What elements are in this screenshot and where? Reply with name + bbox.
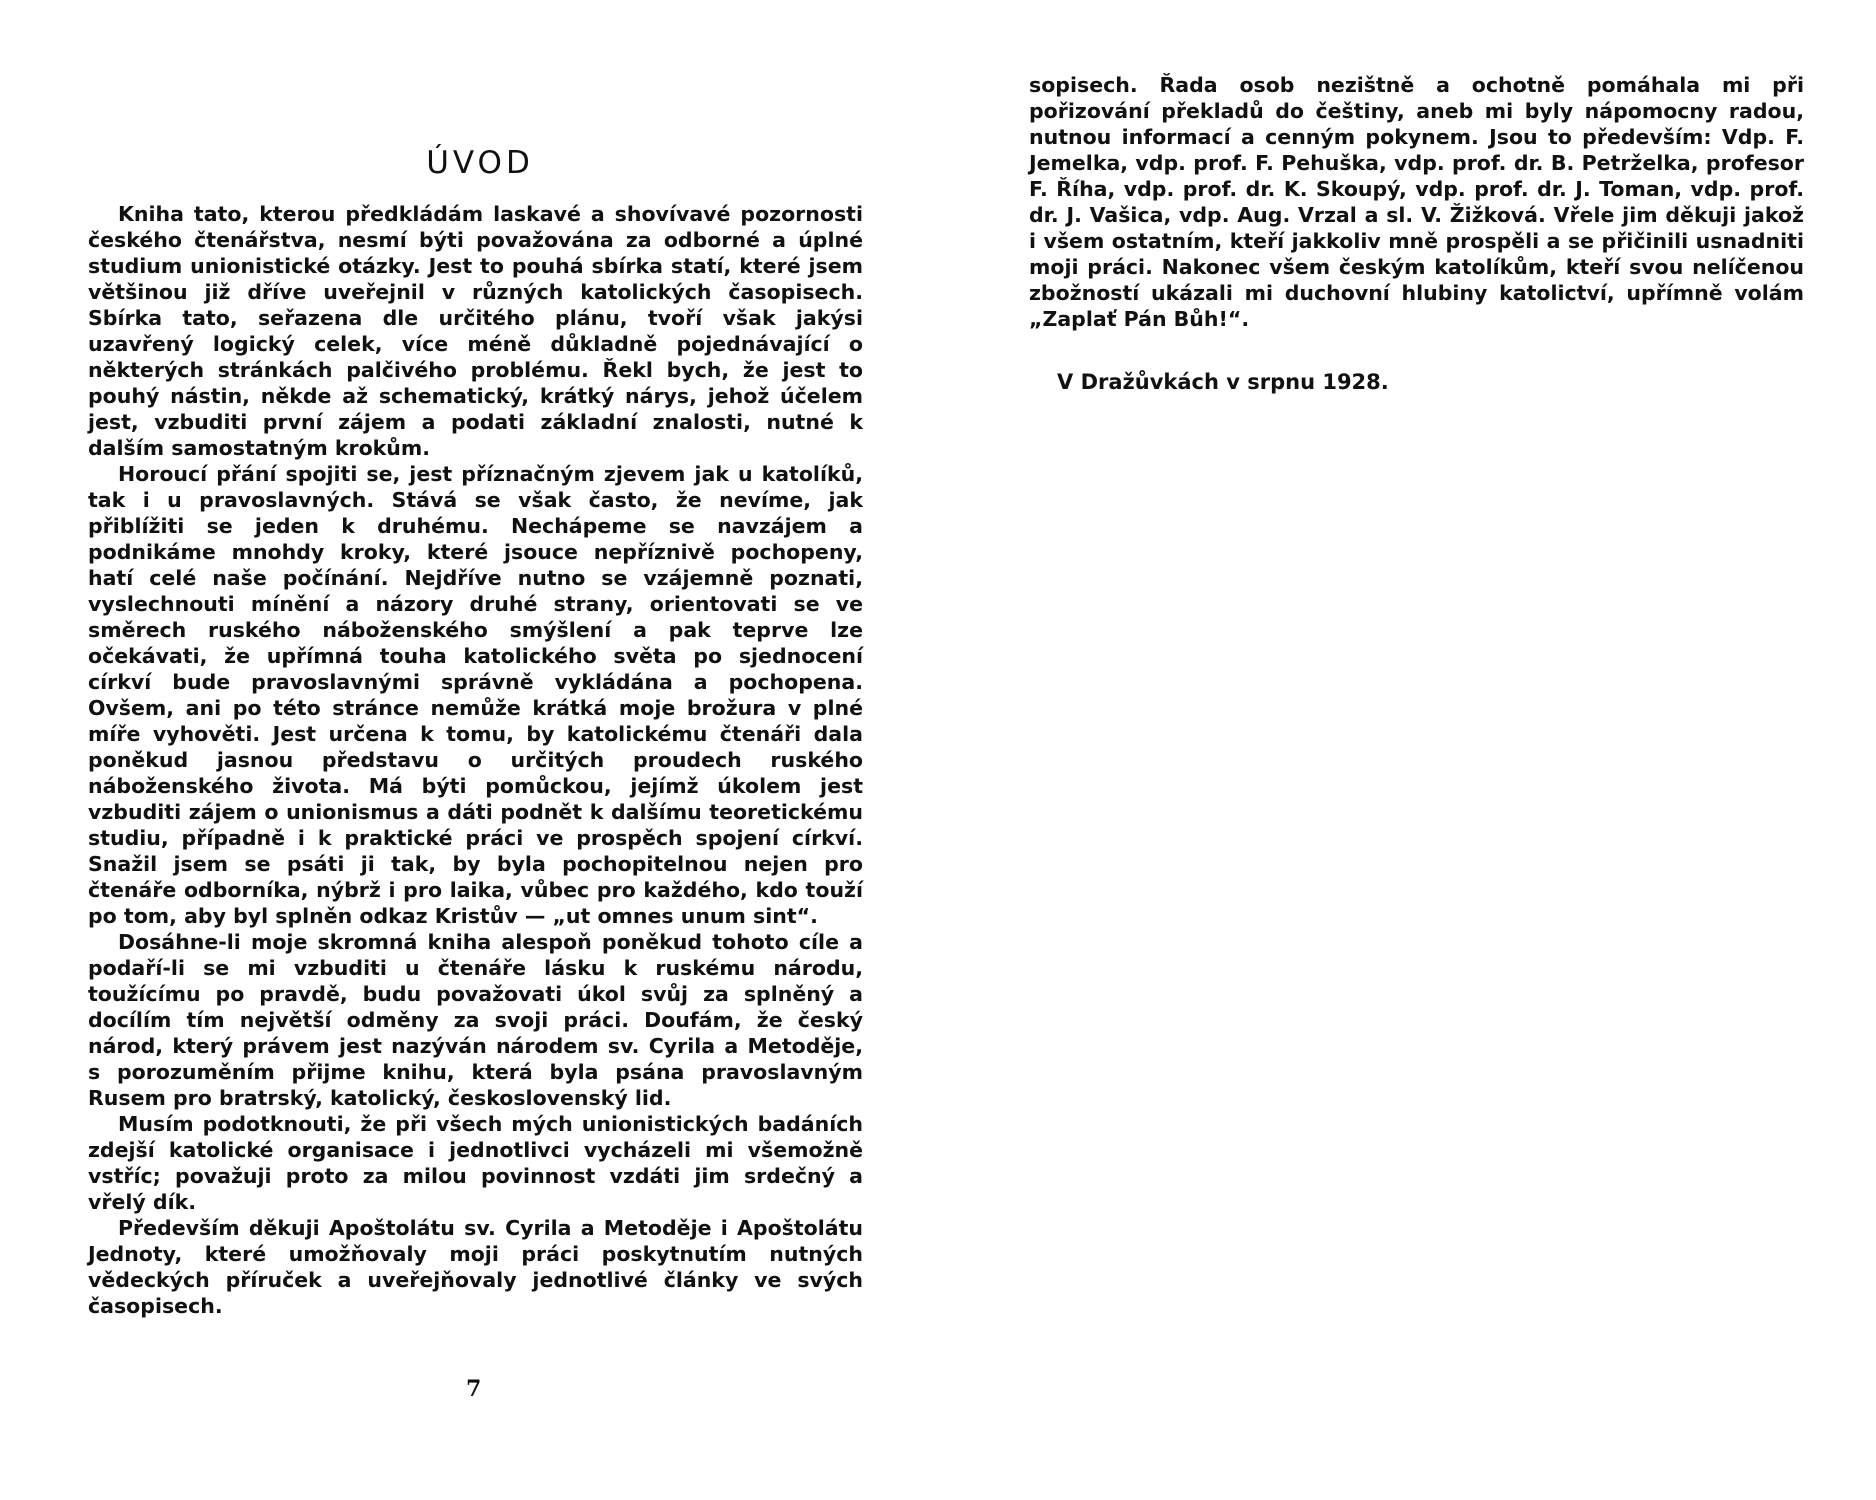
right-page [938,0,1876,1500]
continued-paragraph: sopisech. Řada osob nezištně a ochotně pomáhala mi při pořizování překladů do češtiny, aneb mi byly nápomocny radou, nutnou informací a cenným pokynem. Jsou to především: Vdp. F. Jemelka, vdp. prof. F. Pehuška, vdp. prof. dr. B. Petrželka, profesor F. Říha, vdp. prof. dr. K. Skoupý, vdp. prof. dr. J. Toman, vdp. prof. dr. J. Vašica, vdp. Aug. Vrzal a sl. V. Žižková. Vřele jim děkuji jakož i všem ostatním, kteří jakkoliv mně prospěli a se přičinili usnadniti moji práci. Nakonec všem českým katolíkům, kteří svou nelíčenou zbožností ukázali mi duchovní hlubiny katolictví, upřímně volám „Zaplať Pán Bůh!“. [1029,73,1804,331]
left-page-text [88,201,863,1319]
paragraph-4: Musím podotknouti, že při všech mých unionistických badáních zdejší katolické organisace i jednotlivci vycházeli mi všemožně vstříc; považuji proto za milou povinnost vzdáti jim srdečný a vřelý dík. [88,1112,863,1214]
paragraph-2: Horoucí přání spojiti se, jest příznačným zjevem jak u katolíků, tak i u pravoslavných. Stává se však často, že nevíme, jak přiblížiti se jeden k druhému. Nechápeme se navzájem a podnikáme mnohdy kroky, které jsouce nepříznivě pochopeny, hatí celé naše počínání. Nejdříve nutno se vzájemně poznati, vyslechnouti mínění a názory druhé strany, orientovati se ve směrech ruského náboženského smýšlení a pak teprve lze očekávati, že upřímná touha katolického světa po sjednocení církví bude pravoslavnými správně vykládána a pochopena. Ovšem, ani po této stránce nemůže krátká moje brožura v plné míře vyhověti. Jest určena k tomu, by katolickému čtenáři dala poněkud jasnou představu o určitých proudech ruského náboženského života. Má býti pomůckou, jejímž úkolem jest vzbuditi zájem o unionismus a dáti podnět k dalšímu teoretickému studiu, případně i k praktické práci ve prospěch spojení církví. Snažil jsem se psáti ji tak, by byla pochopitelnou nejen pro čtenáře odborníka, nýbrž i pro laika, vůbec pro každého, kdo touží po tom, aby byl splněn odkaz Kristův — „ut omnes unum sint“. [88,462,863,928]
paragraph-5: Především děkuji Apoštolátu sv. Cyrila a Metoděje i Apoštolátu Jednoty, které umožňovaly moji práci poskytnutím nutných vědeckých příruček a uveřejňovaly jednotlivé články ve svých časopisech. [88,1216,863,1318]
chapter-heading: ÚVOD [426,145,534,181]
place-date-signature: V Dražůvkách v srpnu 1928. [1057,370,1389,394]
page-number: 7 [466,1376,482,1402]
right-page-text [1029,72,1804,332]
paragraph-3: Dosáhne-li moje skromná kniha alespoň poněkud tohoto cíle a podaří-li se mi vzbuditi u čtenáře lásku k ruskému národu, toužícímu po pravdě, budu považovati úkol svůj za splněný a docílím tím největší odměny za svoji práci. Doufám, že český národ, který právem jest nazýván národem sv. Cyrila a Metoděje, s porozuměním přijme knihu, která byla psána pravoslavným Rusem pro bratrský, katolický, československý lid. [88,930,863,1110]
paragraph-1: Kniha tato, kterou předkládám laskavé a shovívavé pozornosti českého čtenářstva, nesmí býti považována za odborné a úplné studium unionistické otázky. Jest to pouhá sbírka statí, které jsem většinou již dříve uveřejnil v různých katolických časopisech. Sbírka tato, seřazena dle určitého plánu, tvoří však jakýsi uzavřený logický celek, více méně důkladně pojednávající o některých stránkách palčivého problému. Řekl bych, že jest to pouhý nástin, někde až schematický, krátký nárys, jehož účelem jest, vzbuditi první zájem a podati základní znalosti, nutné k dalším samostatným krokům. [88,202,863,460]
